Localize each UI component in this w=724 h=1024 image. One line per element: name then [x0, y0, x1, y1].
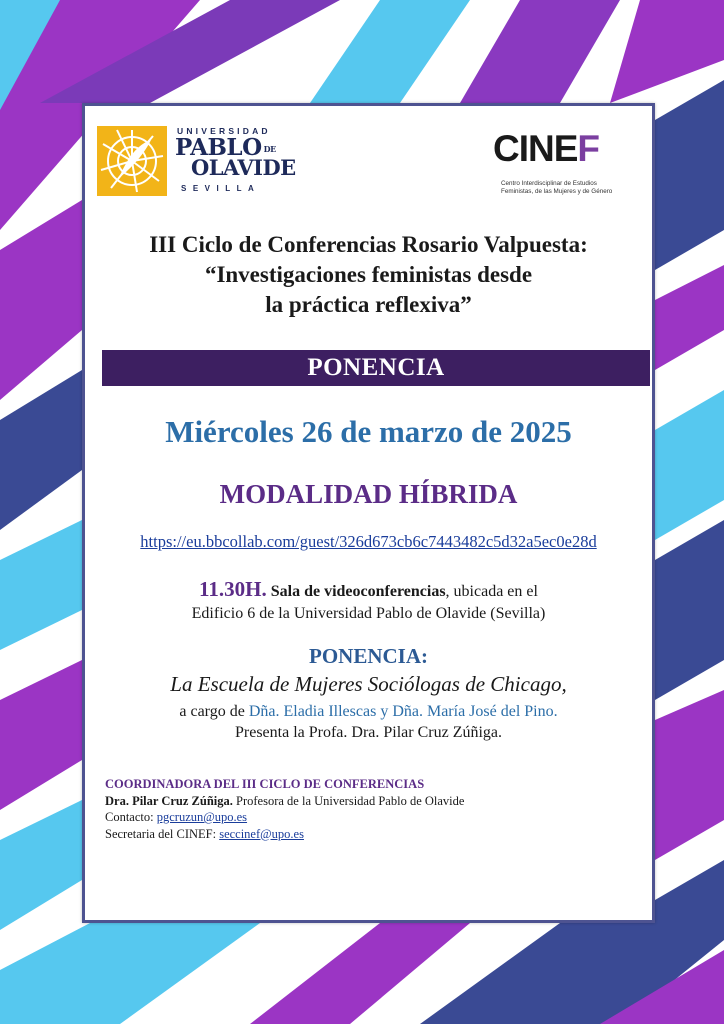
secretary-email-link[interactable]: seccinef@upo.es [219, 826, 304, 841]
event-modality: MODALIDAD HÍBRIDA [219, 479, 518, 509]
footer-info [105, 776, 645, 842]
contact-email-link[interactable]: pgcruzun@upo.es [156, 810, 248, 824]
venue-info [85, 578, 652, 625]
event-title [85, 230, 652, 320]
footer-coordinator [105, 793, 645, 810]
cinef-wordmark-accent: F [577, 128, 600, 169]
upo-de-text: DE [263, 144, 276, 154]
upo-emblem-icon [97, 126, 167, 196]
upo-logo [97, 126, 296, 198]
talk-speakers: Dña. Eladia Illescas y Dña. María José del Pino. [248, 703, 558, 720]
upo-olavide-label: OLAVIDE [191, 155, 296, 180]
talk-label: PONENCIA: [309, 644, 428, 668]
cinef-subtitle-line2: Feministas, de las Mujeres y de Género [501, 188, 613, 195]
cinef-subtitle [501, 180, 651, 196]
secretary-label: Secretaria del CINEF: [105, 826, 220, 841]
coordinator-role: Profesora de la Universidad Pablo de Olavide [232, 793, 465, 808]
contact-label: Contacto: [105, 810, 157, 824]
event-title-line1: III Ciclo de Conferencias Rosario Valpuesta: [149, 232, 588, 257]
talk-speakers-line [85, 703, 652, 721]
event-title-line2: “Investigaciones feministas desde [204, 262, 533, 287]
footer-contact [105, 809, 645, 826]
talk-by-prefix: a cargo de [179, 703, 249, 720]
talk-title: La Escuela de Mujeres Sociólogas de Chicago, [170, 672, 567, 696]
event-title-line3: la práctica reflexiva” [265, 292, 472, 317]
cinef-wordmark-prefix: CINE [493, 128, 578, 169]
venue-line2: Edificio 6 de la Universidad Pablo de Olavide (Sevilla) [191, 605, 546, 622]
venue-room: Sala de videoconferencias [270, 583, 446, 600]
venue-rest: , ubicada en el [445, 583, 538, 600]
event-time: 11.30H. [199, 577, 267, 601]
footer-secretary [105, 826, 645, 843]
venue-line1 [85, 578, 652, 603]
event-date: Miércoles 26 de marzo de 2025 [165, 414, 572, 449]
cinef-wordmark [493, 128, 599, 170]
online-session-link[interactable]: https://eu.bbcollab.com/guest/326d673cb6c7443482c5d32a5ec0e28d [140, 532, 597, 551]
talk-presenter: Presenta la Profa. Dra. Pilar Cruz Zúñiga. [234, 724, 503, 741]
upo-city-label: SEVILLA [181, 184, 261, 193]
upo-pablo-text: PABLO [175, 134, 262, 161]
footer-heading: COORDINADORA DEL III CICLO DE CONFERENCIAS [105, 777, 425, 791]
cinef-subtitle-line1: Centro Interdisciplinar de Estudios [501, 180, 597, 187]
upo-university-label: UNIVERSIDAD [177, 126, 271, 136]
ponencia-banner: PONENCIA [102, 350, 650, 386]
cinef-logo [493, 128, 653, 200]
coordinator-name: Dra. Pilar Cruz Zúñiga. [105, 793, 233, 808]
poster-card [82, 103, 655, 923]
